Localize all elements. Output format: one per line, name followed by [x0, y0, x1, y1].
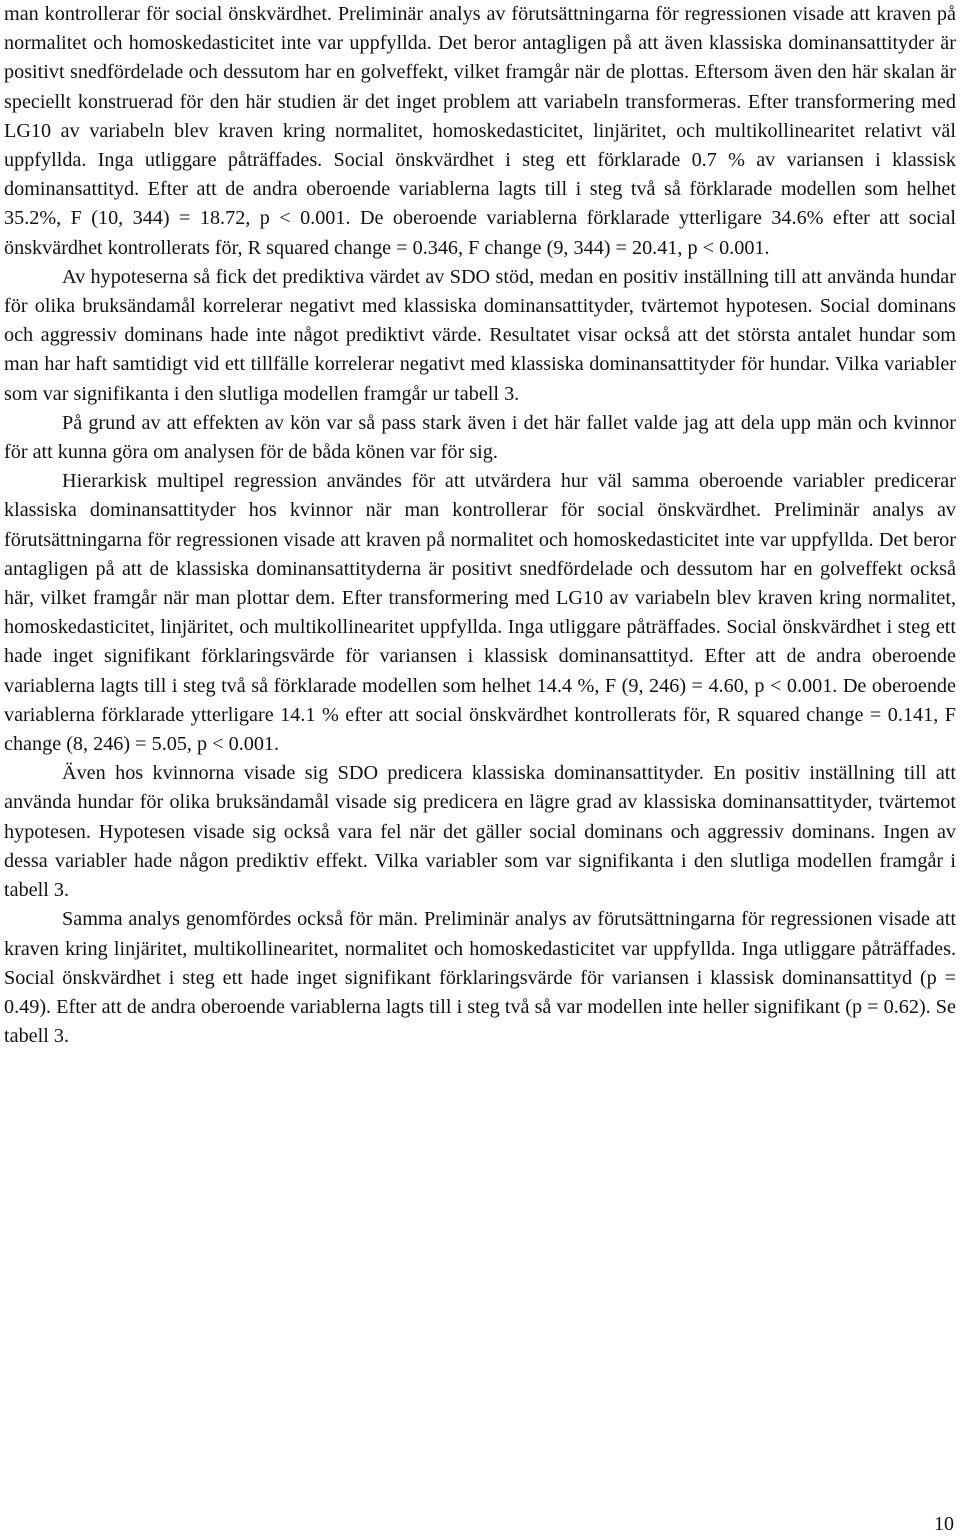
paragraph-hypotheses-results: Av hypoteserna så fick det prediktiva värdet av SDO stöd, medan en positiv inställning till att använda hundar för olika bruksändamål korrelerar negativt med klassiska dominansattityder, tvärtemot hypotesen. Social dominans och aggressiv dominans hade inte något prediktivt värde. Resultatet visar också att det största antalet hundar som man har haft samtidigt vid ett tillfälle korrelerar negativt med klassiska dominansattityder för hundar. Vilka variabler som var signifikanta i den slutliga modellen framgår ur tabell 3.: [4, 265, 956, 405]
paragraph-men-regression: Samma analys genomfördes också för män. Preliminär analys av förutsättningarna för regressionen visade att kraven kring linjäritet, multikollinearitet, normalitet och homoskedasticitet var uppfyllda. Inga utliggare påträffades. Social önskvärdhet i steg ett hade inget signifikant förklaringsvärde för variansen i klassisk dominansattityd (p = 0.49). Efter att de andra oberoende variablerna lagts till i steg två så var modellen inte heller signifikant (p = 0.62). Se tabell 3.: [4, 908, 956, 1048]
paragraph-gender-split: På grund av att effekten av kön var så pass stark även i det här fallet valde jag att dela upp män och kvinnor för att kunna göra om analysen för de båda könen var för sig.: [4, 411, 956, 464]
document-body: [4, 0, 956, 1051]
paragraph-women-regression: Hierarkisk multipel regression användes för att utvärdera hur väl samma oberoende variabler predicerar klassiska dominansattityder hos kvinnor när man kontrollerar för social önskvärdhet. Preliminär analys av förutsättningarna för regressionen visade att kraven på normalitet och homoskedasticitet inte var uppfyllda. Det beror antagligen på att de klassiska dominansattityderna är positivt snedfördelade och dessutom har en golveffekt också här, vilket framgår när man plottar dem. Efter transformering med LG10 av variabeln blev kraven kring normalitet, homoskedasticitet, linjäritet, och multikollinearitet uppfyllda. Inga utliggare påträffades. Social önskvärdhet i steg ett hade inget signifikant förklaringsvärde för variansen i klassisk dominansattityd. Efter att de andra oberoende variablerna lagts till i steg två så förklarade modellen som helhet 14.4 %, F (9, 246) = 4.60, p < 0.001. De oberoende variablerna förklarade ytterligare 14.1 % efter att social önskvärdhet kontrollerats för, R squared change = 0.141, F change (8, 246) = 5.05, p < 0.001.: [4, 470, 956, 756]
paragraph-continued-regression-results: man kontrollerar för social önskvärdhet. Preliminär analys av förutsättningarna för regressionen visade att kraven på normalitet och homoskedasticitet inte var uppfyllda. Det beror antagligen på att även klassiska dominansattityder är positivt snedfördelade och dessutom har en golveffekt, vilket framgår när de plottas. Eftersom även den här skalan är speciellt konstruerad för den här studien är det inget problem att variabeln transformeras. Efter transformering med LG10 av variabeln blev kraven kring normalitet, homoskedasticitet, linjäritet, och multikollinearitet relativt väl uppfyllda. Inga utliggare påträffades. Social önskvärdhet i steg ett förklarade 0.7 % av variansen i klassisk dominansattityd. Efter att de andra oberoende variablerna lagts till i steg två så förklarade modellen som helhet 35.2%, F (10, 344) = 18.72, p < 0.001. De oberoende variablerna förklarade ytterligare 34.6% efter att social önskvärdhet kontrollerats för, R squared change = 0.346, F change (9, 344) = 20.41, p < 0.001.: [4, 3, 956, 259]
paragraph-women-predictors: Även hos kvinnorna visade sig SDO predicera klassiska dominansattityder. En positiv inställning till att använda hundar för olika bruksändamål visade sig predicera en lägre grad av klassiska dominansattityder, tvärtemot hypotesen. Hypotesen visade sig också vara fel när det gäller social dominans och aggressiv dominans. Ingen av dessa variabler hade någon prediktiv effekt. Vilka variabler som var signifikanta i den slutliga modellen framgår i tabell 3.: [4, 762, 956, 902]
page-number: 10: [934, 1513, 954, 1535]
